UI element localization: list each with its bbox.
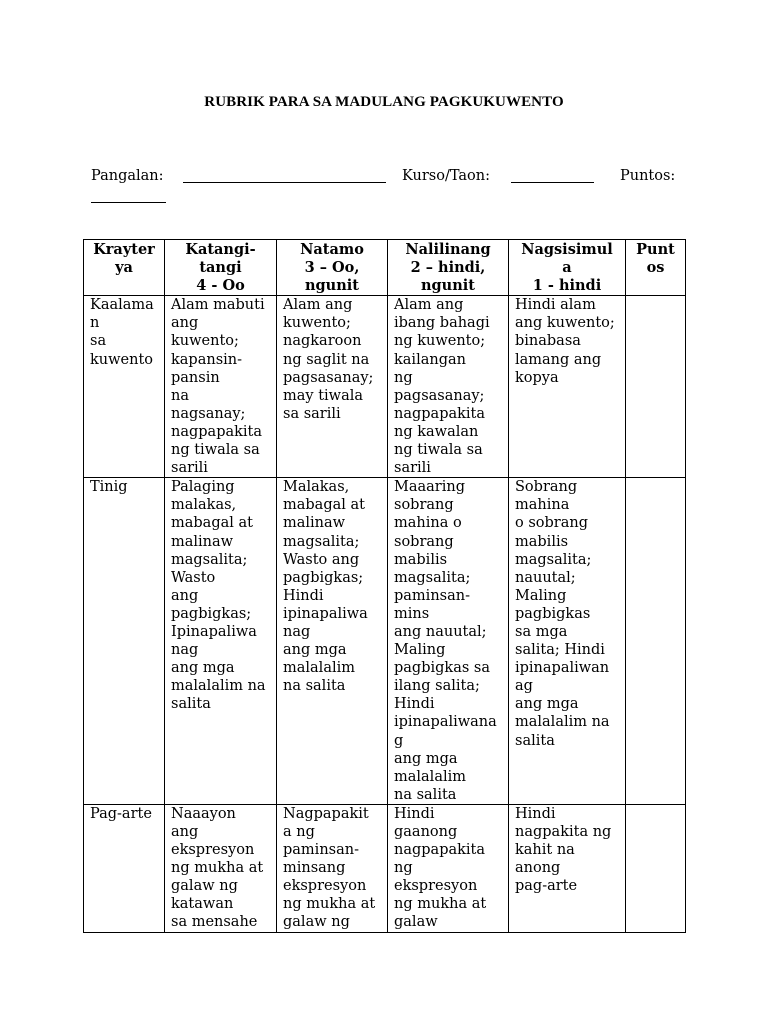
level-1-cell: Sobrang mahina o sobrang mabilis magsalita; nauutal; Maling pagbigkas sa mga salita; Hindi ipinapaliwan ag ang mga malalalim na salita [509,478,626,805]
score-blank-line[interactable] [91,187,166,203]
name-blank-line[interactable] [183,167,386,183]
header-level-4: Katangi- tangi 4 - Oo [165,240,277,296]
course-year-label: Kurso/Taon: [402,168,490,184]
level-1-cell: Hindi alam ang kuwento; binabasa lamang ang kopya [509,296,626,478]
criteria-cell: Kaalama n sa kuwento [84,296,165,478]
score-cell[interactable] [626,804,686,932]
table-row [84,804,686,932]
level-2-cell: Alam ang ibang bahagi ng kuwento; kailangan ng pagsasanay; nagpapakita ng kawalan ng tiwala sa sarili [388,296,509,478]
student-info-fields [91,167,691,208]
header-criteria: Krayter ya [84,240,165,296]
name-label: Pangalan: [91,168,164,184]
header-level-1: Nagsisimul a 1 - hindi [509,240,626,296]
score-label: Puntos: [620,168,676,184]
header-row [84,240,686,296]
document-title: RUBRIK PARA SA MADULANG PAGKUKUWENTO [204,94,564,110]
level-1-cell: Hindi nagpakita ng kahit na anong pag-arte [509,804,626,932]
header-level-2: Nalilinang 2 – hindi, ngunit [388,240,509,296]
header-level-3: Natamo 3 – Oo, ngunit [277,240,388,296]
criteria-cell: Pag-arte [84,804,165,932]
level-3-cell: Alam ang kuwento; nagkaroon ng saglit na pagsasanay; may tiwala sa sarili [277,296,388,478]
table-row [84,296,686,478]
table-row [84,478,686,805]
level-2-cell: Maaaring sobrang mahina o sobrang mabilis magsalita; paminsan- mins ang nauutal; Maling pagbigkas sa ilang salita; Hindi ipinapaliwana g ang mga malalalim na salita [388,478,509,805]
level-4-cell: Naaayon ang ekspresyon ng mukha at galaw ng katawan sa mensahe [165,804,277,932]
rubric-table [83,239,686,933]
level-3-cell: Malakas, mabagal at malinaw magsalita; Wasto ang pagbigkas; Hindi ipinapaliwa nag ang mga malalalim na salita [277,478,388,805]
course-year-blank-line[interactable] [511,167,594,183]
level-3-cell: Nagpapakit a ng paminsan- minsang ekspresyon ng mukha at galaw ng [277,804,388,932]
criteria-cell: Tinig [84,478,165,805]
score-cell[interactable] [626,478,686,805]
score-cell[interactable] [626,296,686,478]
header-score: Punt os [626,240,686,296]
level-4-cell: Palaging malakas, mabagal at malinaw magsalita; Wasto ang pagbigkas; Ipinapaliwa nag ang mga malalalim na salita [165,478,277,805]
level-2-cell: Hindi gaanong nagpapakita ng ekspresyon ng mukha at galaw [388,804,509,932]
level-4-cell: Alam mabuti ang kuwento; kapansin- pansin na nagsanay; nagpapakita ng tiwala sa sarili [165,296,277,478]
